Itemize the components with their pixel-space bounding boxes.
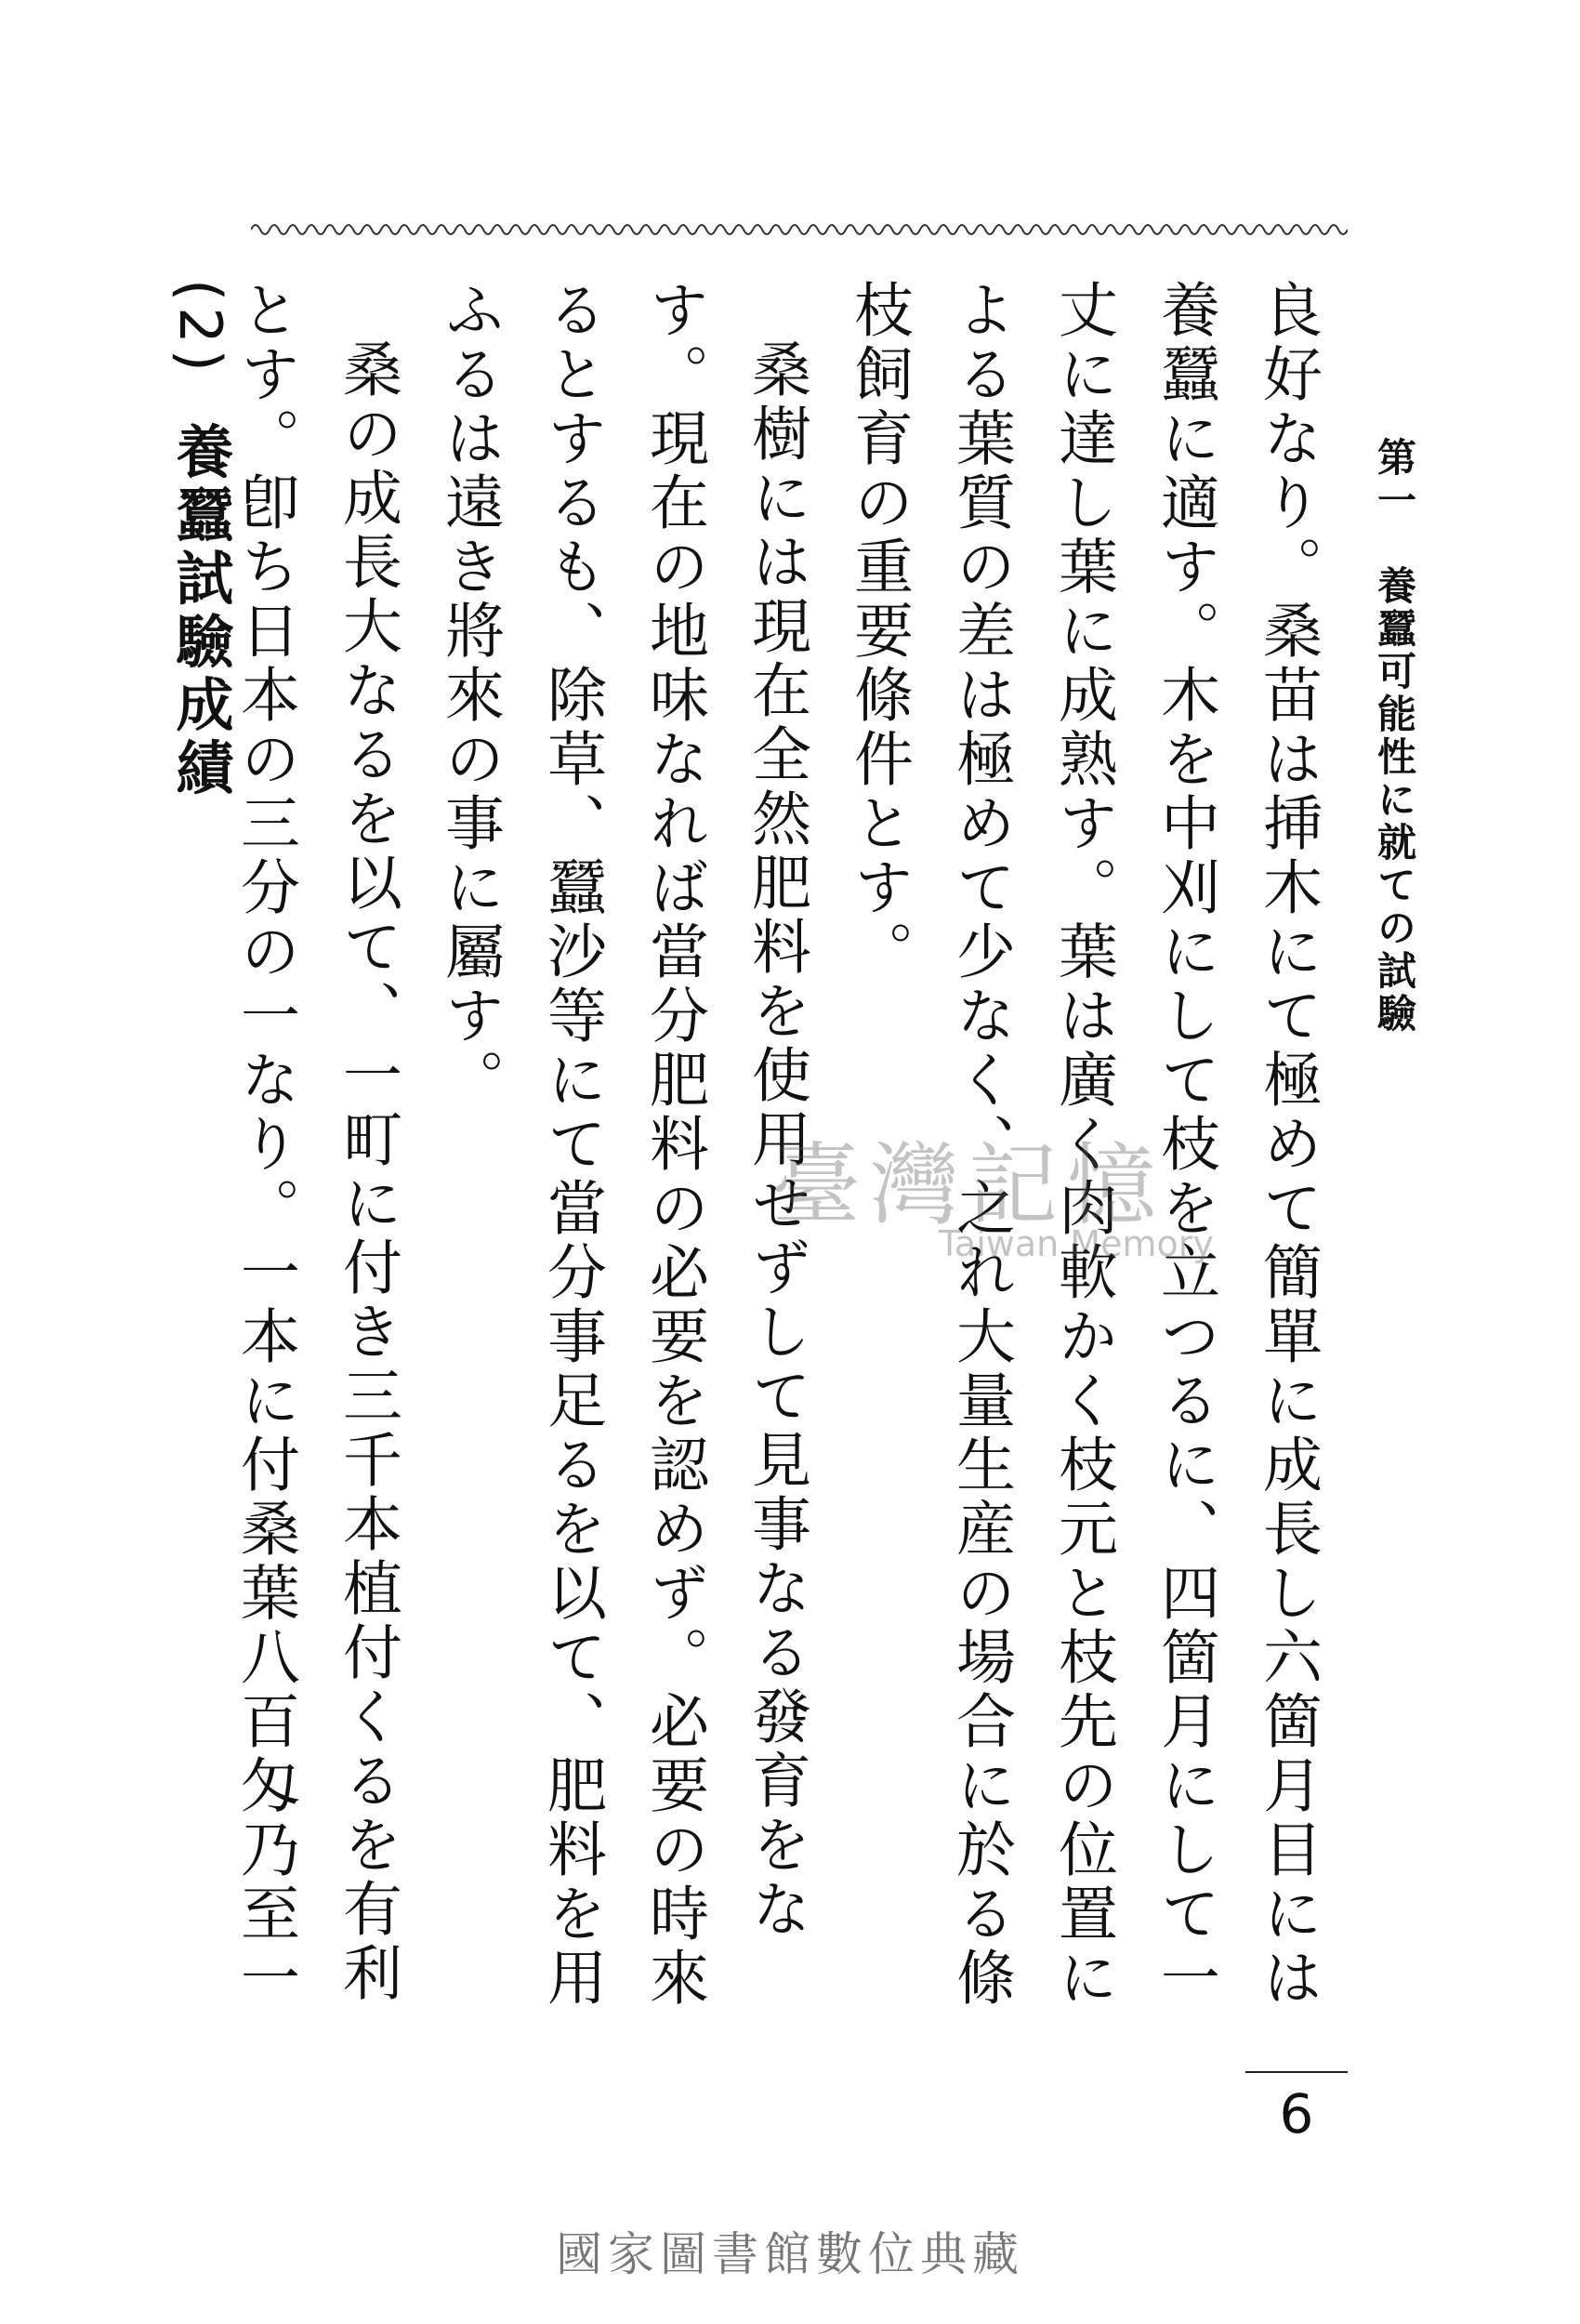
section-number: (2) [166,279,234,377]
running-head: 第一 養蠶可能性に就ての試驗 [1372,437,1417,1036]
paragraph: 良好なり。桑苗は挿木にて極めて簡單に成長し六箇月目には養蠶に適す。木を中刈にして枝を立つるに、四箇月にして一丈に達し葉に成熟す。葉は廣く肉軟かく枝元と枝先の位置による葉質の差は極めて少なく、之れ大量生産の場合に於る條枝飼育の重要條件とす。 [844,279,1322,2011]
top-wavy-rule [251,216,1348,244]
page-number-rule [1245,2071,1348,2073]
paragraph: 桑の成長大なるを以て、一町に付き三千本植付くるを有利とす。卽ち日本の三分の一なり。一本に付桑葉八百匁乃至一 [230,279,402,2011]
watermark-logo [771,1134,1292,1283]
section-heading [158,279,242,1023]
footer-collection-label: 國家圖書館數位典藏 [556,2227,1024,2281]
section-title: 養蠶試驗成績 [166,421,234,801]
paragraph: 桑樹には現在全然肥料を使用せずして見事なる發育をなす。現在の地味なれば當分肥料の必要を認めず。必要の時來るとするも、除草、蠶沙等にて當分事足るを以て、肥料を用ふるは遠き將來の事に屬す。 [435,279,810,2011]
watermark-english: Taiwan Memory [939,1223,1214,1264]
watermark-chinese: 臺灣記憶 [771,1133,1165,1237]
page-number: 6 [1279,2082,1314,2146]
